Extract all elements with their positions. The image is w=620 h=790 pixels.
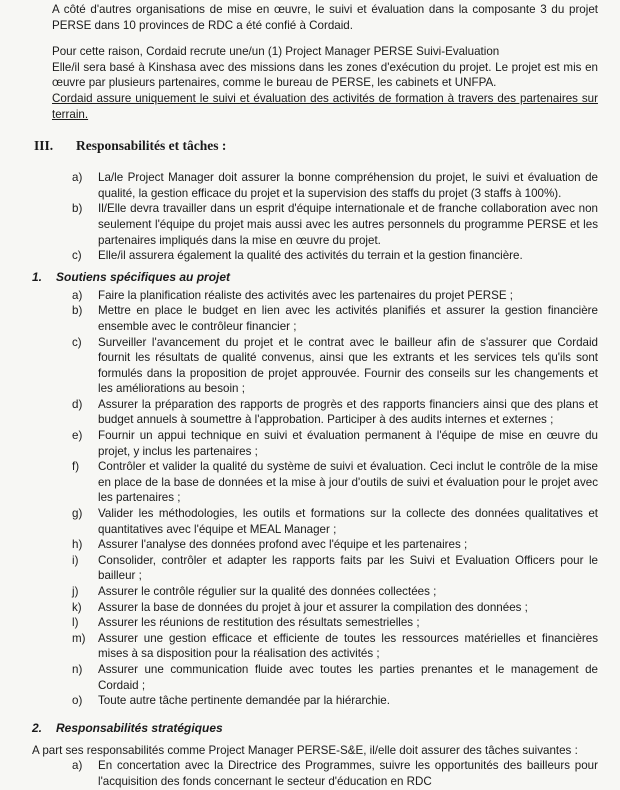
list-marker: j) bbox=[72, 585, 79, 598]
list-item bbox=[72, 506, 598, 537]
list-item bbox=[72, 303, 598, 334]
list-item bbox=[72, 201, 598, 248]
recruitment-paragraph: Pour cette raison, Cordaid recrute une/un (1) Project Manager PERSE Suivi-Evaluation bbox=[52, 45, 500, 59]
list-item-text: Assurer l'analyse des données profond avec l'équipe et les partenaires ; bbox=[98, 538, 468, 552]
list-item-text: Assurer le contrôle régulier sur la qualité des données collectées ; bbox=[98, 585, 437, 598]
list-marker: c) bbox=[72, 335, 82, 349]
list-marker: i) bbox=[72, 553, 79, 567]
list-marker: e) bbox=[72, 429, 83, 443]
list-marker: d) bbox=[72, 397, 83, 411]
list-item-text: Assurer la base de données du projet à jour et assurer la compilation des données ; bbox=[98, 600, 528, 614]
list-marker: m) bbox=[72, 631, 86, 645]
section-number: III. bbox=[34, 138, 54, 154]
subsection-heading-1 bbox=[32, 270, 598, 284]
subsection-title: Soutiens spécifiques au projet bbox=[56, 269, 231, 284]
list-marker: c) bbox=[72, 249, 82, 263]
subsection-number: 2. bbox=[32, 720, 43, 735]
list-item-text: Fournir un appui technique en suivi et évaluation permanent à l'équipe de mise en œuvre du projet, y inclus les partenaires ; bbox=[98, 429, 598, 458]
list-item-text: Consolider, contrôler et adapter les rapports faits par les Suivi et Evaluation Officers pour le bailleur ; bbox=[98, 553, 598, 583]
list-item-text: Assurer la préparation des rapports de progrès et des rapports financiers ainsi que des plans et budget annuels à soumettre à l'approbation. Participer à des audits internes et externes ; bbox=[98, 397, 598, 427]
section-heading bbox=[34, 138, 598, 154]
list-item bbox=[72, 170, 598, 201]
list-item-text: Faire la planification réaliste des activités avec les partenaires du projet PERSE ; bbox=[98, 288, 514, 302]
list-item bbox=[72, 615, 598, 631]
strategic-intro: A part ses responsabilités comme Project Manager PERSE-S&E, il/elle doit assurer des tâches suivantes : bbox=[32, 743, 578, 757]
list-item bbox=[72, 428, 598, 459]
list-marker: a) bbox=[72, 759, 83, 773]
strategic-list bbox=[52, 758, 598, 789]
list-item bbox=[72, 584, 598, 600]
list-item-text: Mettre en place le budget en lien avec les activités planifiés et assurer la gestion financière ensemble avec le contrôleur financier ; bbox=[98, 304, 598, 333]
list-item bbox=[72, 397, 598, 428]
subsection-heading-2 bbox=[32, 721, 598, 735]
list-marker: o) bbox=[72, 694, 83, 708]
list-item-text: Contrôler et valider la qualité du système de suivi et évaluation. Ceci inclut le contrôle de la mise en place de la base de données et la mise à jour d'outils de suivi et évaluation pour le projet avec les partenaires ; bbox=[98, 460, 598, 505]
list-marker: h) bbox=[72, 538, 83, 552]
specific-support-list bbox=[52, 288, 598, 709]
list-item-text: Elle/il assurera également la qualité des activités du terrain et la gestion financière. bbox=[98, 249, 523, 263]
list-item-text: La/le Project Manager doit assurer la bonne compréhension du projet, le suivi et évaluation de qualité, la gestion efficace du projet et la supervision des staffs du projet (3 staffs à 100%). bbox=[98, 171, 598, 200]
list-item bbox=[72, 693, 598, 709]
list-item-text: Toute autre tâche pertinente demandée par la hiérarchie. bbox=[98, 694, 390, 708]
list-marker: a) bbox=[72, 288, 83, 302]
responsibilities-list bbox=[52, 170, 598, 264]
list-item-text: Il/Elle devra travailler dans un esprit d'équipe internationale et de franche collaboration avec non seulement l'équipe du projet mais aussi avec les autres personnels du programme PERSE et les partenaires impliqués dans la mise en œuvre du projet. bbox=[98, 202, 598, 247]
list-item bbox=[72, 537, 598, 553]
section-title: Responsabilités et tâches : bbox=[76, 138, 227, 154]
list-item bbox=[72, 288, 598, 304]
list-item bbox=[72, 662, 598, 693]
list-marker: b) bbox=[72, 304, 83, 318]
list-marker: g) bbox=[72, 507, 83, 521]
list-item bbox=[72, 631, 598, 662]
list-item-text: En concertation avec la Directrice des Programmes, suivre les opportunités des bailleurs pour l'acquisition des fonds concernant le secteur d'éducation en RDC bbox=[98, 759, 598, 788]
list-item-text: Valider les méthodologies, les outils et formations sur la collecte des données qualitatives et quantitatives avec l'équipe et MEAL Manager ; bbox=[98, 507, 598, 536]
list-marker: k) bbox=[72, 600, 82, 614]
list-item bbox=[72, 248, 598, 264]
list-item-text: Assurer une gestion efficace et efficiente de toutes les ressources matérielles et financières mises à sa disposition pour la réalisation des activités ; bbox=[98, 631, 598, 661]
list-marker: f) bbox=[72, 460, 80, 474]
list-marker: a) bbox=[72, 171, 83, 185]
list-marker: n) bbox=[72, 662, 83, 676]
intro-paragraph: A côté d'autres organisations de mise en œuvre, le suivi et évaluation dans la composante 3 du projet PERSE dans 10 provinces de RDC a été confié à Cordaid. bbox=[52, 3, 598, 32]
list-item-text: Assurer les réunions de restitution des résultats semestrielles ; bbox=[98, 616, 420, 630]
scope-note: Cordaid assure uniquement le suivi et évaluation des activités de formation à travers des partenaires sur terrain. bbox=[52, 91, 598, 121]
subsection-number: 1. bbox=[32, 269, 43, 284]
list-item bbox=[72, 758, 598, 789]
list-item-text: Assurer une communication fluide avec toutes les parties prenantes et le management de Cordaid ; bbox=[98, 662, 598, 692]
list-item bbox=[72, 553, 598, 584]
location-paragraph: Elle/il sera basé à Kinshasa avec des missions dans les zones d'exécution du projet. Le projet est mis en œuvre par plusieurs partenaires, comme le bureau de PERSE, les cabinets et UNFPA. bbox=[52, 60, 598, 90]
list-marker: l) bbox=[72, 616, 79, 630]
list-item bbox=[72, 459, 598, 506]
list-item bbox=[72, 335, 598, 397]
list-marker: b) bbox=[72, 202, 83, 216]
subsection-title: Responsabilités stratégiques bbox=[56, 720, 223, 735]
list-item-text: Surveiller l'avancement du projet et le contrat avec le bailleur afin de s'assurer que Cordaid fournit les résultats de qualité convenus, ainsi que les extrants et les services tels qu'ils sont formulés dans la proposition de projet approuvée. Fournir des conseils sur les changements et les améliorations au besoin ; bbox=[98, 335, 598, 396]
list-item bbox=[72, 600, 598, 616]
